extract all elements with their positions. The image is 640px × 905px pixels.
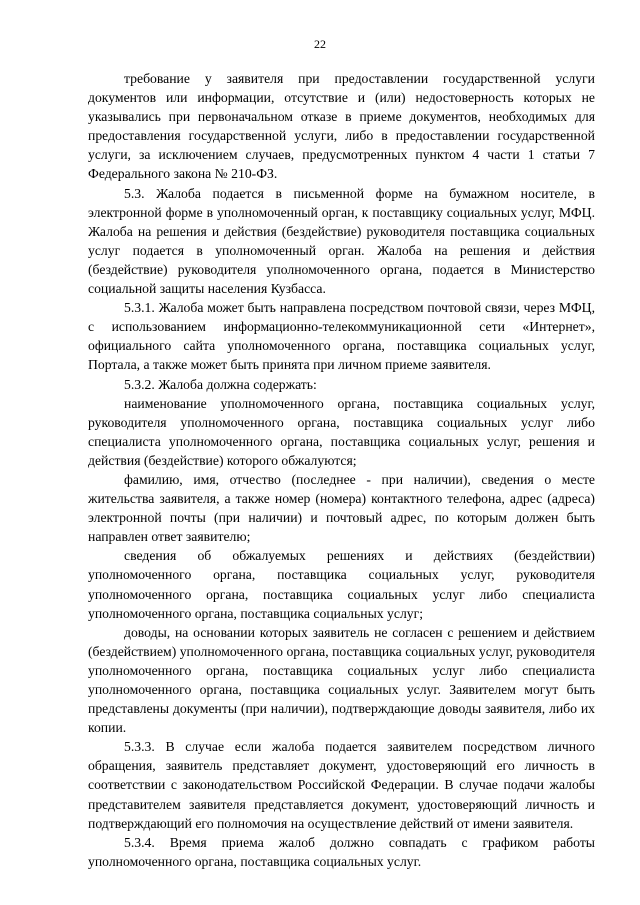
paragraph-5-3-1: 5.3.1. Жалоба может быть направлена посредством почтовой связи, через МФЦ, с использованием информационно-телекоммуникационной сети «Интернет», официального сайта уполномоченного органа, поставщика социальных услуг, Портала, а также может быть принята при личном приеме заявителя. [88,300,595,373]
list-item-arguments: доводы, на основании которых заявитель не согласен с решением и действием (бездействием) уполномоченного органа, поставщика социальных услуг, руководителя уполномоченного органа, поставщика социальных услуг либо специалиста уполномоченного органа, поставщика социальных услуг. Заявителем могут быть представлены документы (при наличии), подтверждающие доводы заявителя, либо их копии. [88,624,595,736]
paragraph-continuation: требование у заявителя при предоставлении государственной услуги документов или информации, отсутствие и (или) недостоверность которых не указывались при первоначальном отказе в приеме документов, необходимых для предоставления государственной услуги, либо в предоставлении государственной услуги, за исключением случаев, предусмотренных пунктом 4 части 1 статьи 7 Федерального закона № 210-ФЗ. [88,71,595,182]
paragraph-5-3-3: 5.3.3. В случае если жалоба подается заявителем посредством личного обращения, заявитель представляет документ, удостоверяющий его личность в соответствии с законодательством Российской Федерации. В случае подачи жалобы представителем заявителя представляется документ, удостоверяющий личность и подтверждающий его полномочия на осуществление действий от имени заявителя. [88,739,595,831]
list-item-organ-name: наименование уполномоченного органа, поставщика социальных услуг, руководителя уполномоченного органа, поставщика социальных услуг либо специалиста уполномоченного органа, поставщика социальных услуг, решения и действия (бездействие) которого обжалуются; [88,395,595,468]
list-item-appealed-decisions: сведения об обжалуемых решениях и действиях (бездействии) уполномоченного органа, поставщика социальных услуг, руководителя уполномоченного органа, поставщика социальных услуг либо специалиста уполномоченного органа, поставщика социальных услуг; [88,548,595,621]
page-number: 22 [314,37,326,51]
paragraph-5-3: 5.3. Жалоба подается в письменной форме на бумажном носителе, в электронной форме в уполномоченный орган, к поставщику социальных услуг, МФЦ. Жалоба на решения и действия (бездействие) руководителя поставщика социальных услуг подается в уполномоченный орган. Жалоба на решения и действия (бездействие) руководителя уполномоченного органа, подается в Министерство социальной защиты населения Кузбасса. [88,185,595,297]
document-body [88,69,595,871]
paragraph-5-3-2: 5.3.2. Жалоба должна содержать: [124,376,317,392]
paragraph-5-3-4: 5.3.4. Время приема жалоб должно совпадать с графиком работы уполномоченного органа, поставщика социальных услуг. [88,834,595,869]
list-item-applicant-info: фамилию, имя, отчество (последнее - при наличии), сведения о месте жительства заявителя, а также номер (номера) контактного телефона, адрес (адреса) электронной почты (при наличии) и почтовый адрес, по которым должен быть направлен ответ заявителю; [88,471,595,545]
